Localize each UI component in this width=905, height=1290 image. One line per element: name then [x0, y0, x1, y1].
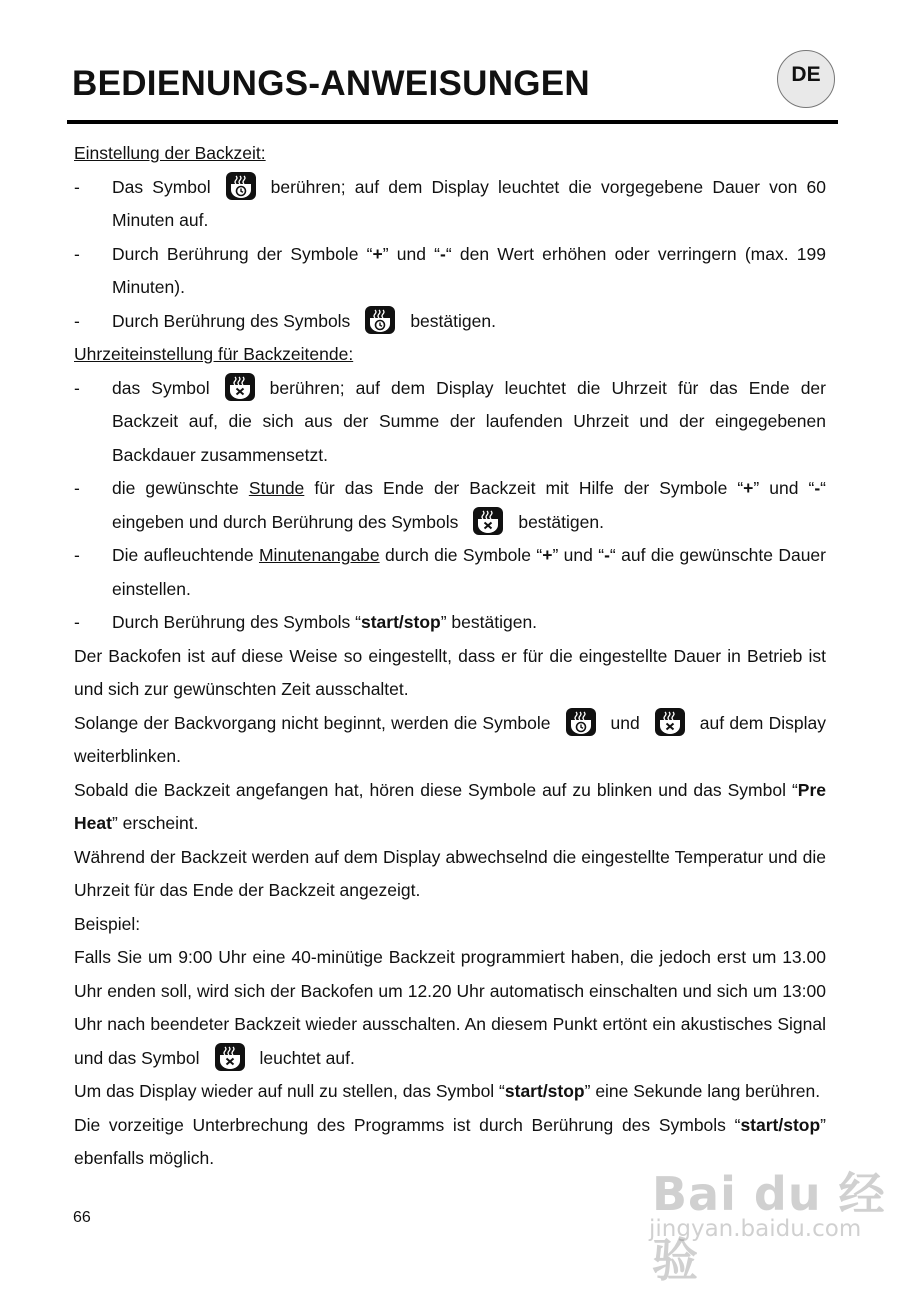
list-item: - Durch Berührung des Symbols “start/stop” bestätigen.	[74, 612, 538, 632]
paragraph: Beispiel:	[74, 913, 141, 934]
page-title: BEDIENUNGS-ANWEISUNGEN	[72, 64, 591, 103]
watermark-url: jingyan.baidu.com	[649, 1216, 862, 1242]
list-item: - Durch Berührung des Symbols bestätigen.	[74, 305, 826, 339]
cooking-duration-icon	[565, 707, 597, 737]
section-heading-backzeitende: Uhrzeiteinstellung für Backzeitende:	[74, 344, 354, 364]
cooking-end-icon	[472, 506, 504, 536]
paragraph: Sobald die Backzeit angefangen hat, hören diese Symbole auf zu blinken und das Symbol “Pre Heat” erscheint.	[74, 779, 826, 833]
list-item: - die gewünschte Stunde für das Ende der Backzeit mit Hilfe der Symbole “+” und “-“ eingeben und durch Berührung des Symbols bestätigen.	[74, 472, 826, 539]
paragraph: Der Backofen ist auf diese Weise so eingestellt, dass er für die eingestellte Dauer in Betrieb ist und sich zur gewünschten Zeit ausschaltet.	[74, 645, 826, 699]
list-item: - das Symbol berühren; auf dem Display leuchtet die Uhrzeit für das Ende der Backzeit auf, die sich aus der Summe der laufenden Uhrzeit und der eingegebenen Backdauer zusammensetzt.	[74, 372, 826, 473]
paragraph: Falls Sie um 9:00 Uhr eine 40-minütige Backzeit programmiert haben, die jedoch erst um 13.00 Uhr enden soll, wird sich der Backofen um 12.20 Uhr automatisch einschalten und sich um 13:00 Uhr nach beendeter Backzeit wieder ausschalten. An diesem Punkt ertönt ein akustisches Signal und das Symbol leuchtet auf.	[74, 941, 826, 1075]
instructions-body	[74, 137, 826, 1176]
paragraph: Um das Display wieder auf null zu stellen, das Symbol “start/stop” eine Sekunde lang berühren.	[74, 1081, 821, 1101]
cooking-end-icon	[654, 707, 686, 737]
cooking-end-icon	[214, 1042, 246, 1072]
watermark-logo: Bai du 经验	[652, 1167, 886, 1287]
list-item: - Durch Berührung der Symbole “+” und “-“ den Wert erhöhen oder verringern (max. 199 Minuten).	[74, 243, 826, 297]
section-heading-backzeit: Einstellung der Backzeit:	[74, 143, 266, 163]
paragraph: Die vorzeitige Unterbrechung des Programms ist durch Berührung des Symbols “start/stop” ebenfalls möglich.	[74, 1114, 826, 1168]
paragraph: Während der Backzeit werden auf dem Display abwechselnd die eingestellte Temperatur und die Uhrzeit für das Ende der Backzeit angezeigt.	[74, 846, 826, 900]
list-item: - Die aufleuchtende Minutenangabe durch die Symbole “+” und “-“ auf die gewünschte Dauer einstellen.	[74, 545, 826, 599]
page-number: 66	[73, 1209, 91, 1226]
cooking-duration-icon	[225, 171, 257, 201]
header-divider	[67, 120, 838, 124]
cooking-end-icon	[224, 372, 256, 402]
cooking-duration-icon	[364, 305, 396, 335]
paragraph: Solange der Backvorgang nicht beginnt, werden die Symbole und auf dem Display weiterblinken.	[74, 707, 826, 774]
list-item: - Das Symbol berühren; auf dem Display leuchtet die vorgegebene Dauer von 60 Minuten auf.	[74, 171, 826, 238]
language-badge: DE	[777, 50, 835, 108]
